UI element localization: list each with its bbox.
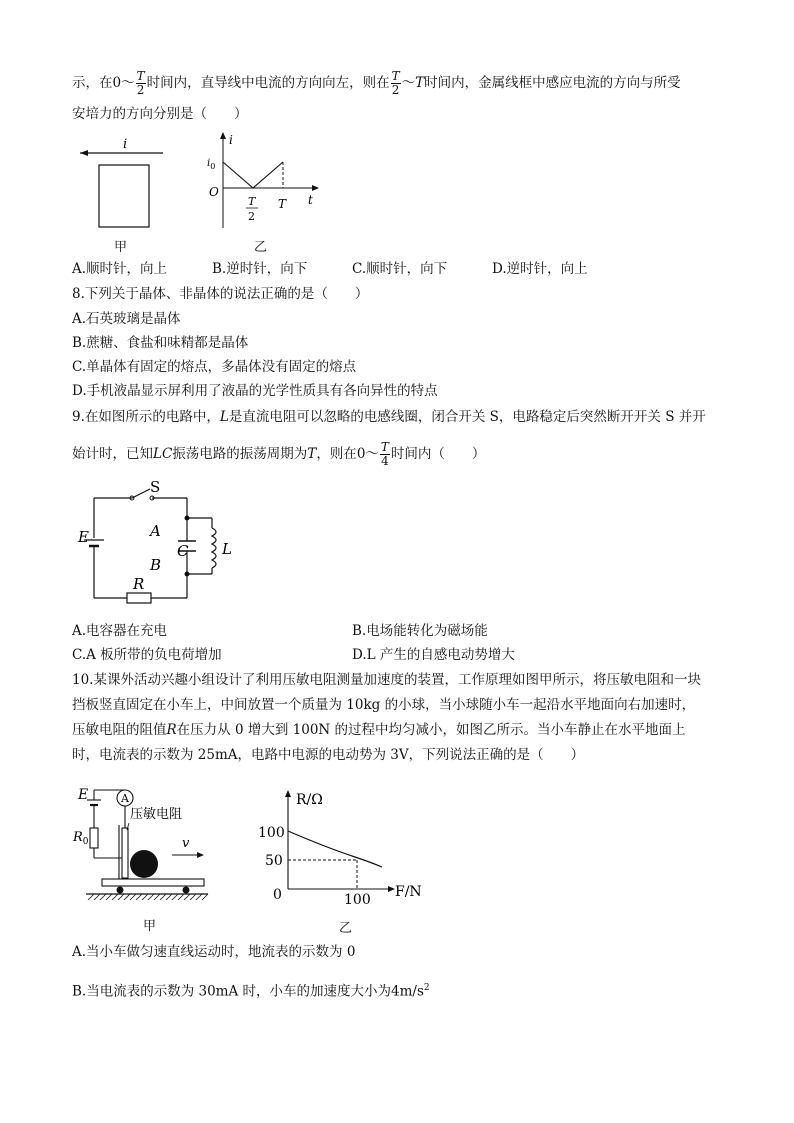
arrow-up-icon (285, 790, 291, 797)
text: 时间内，直导线中电流的方向向左，则在 (146, 75, 390, 91)
y-tick-100: 100 (258, 825, 285, 841)
q7-figure-jia (75, 135, 175, 235)
q7-stem-line1 (72, 70, 681, 97)
resistor (127, 593, 151, 603)
wheel (117, 887, 124, 894)
r0-resistor (90, 828, 98, 848)
arrow-left-icon (80, 150, 88, 156)
y-axis-label: R/Ω (296, 792, 323, 808)
q7-caption-jia: 甲 (114, 240, 128, 255)
switch-label: S (150, 478, 161, 496)
q7-caption-yi: 乙 (254, 240, 268, 255)
math: T (415, 75, 425, 91)
r0-label: $R_0$ (73, 830, 89, 847)
i0-label: $i_0$ (207, 158, 216, 171)
q8-option-c[interactable]: C.单晶体有固定的熔点，多晶体没有固定的熔点 (72, 359, 357, 375)
q10-stem-line2: 挡板竖直固定在小车上，中间放置一个质量为 10kg 的小球，当小球随小车一起沿水平地面向右加速时， (72, 697, 696, 713)
q8-option-d[interactable]: D.手机液晶显示屏利用了液晶的光学性质具有各向异性的特点 (72, 383, 438, 399)
sensor-label: 压敏电阻 (130, 807, 183, 822)
q10-stem-line4: 时，电流表的示数为 25mA，电路中电源的电动势为 3V，下列说法正确的是（ ） (72, 747, 585, 763)
q9-stem-line1: 9.在如图所示的电路中，L是直流电阻可以忽略的电感线圈，闭合开关 S，电路稳定后突然断开开关 S 并开 (72, 409, 706, 425)
y-label: i (229, 133, 233, 147)
text: 示，在 (72, 75, 113, 91)
math: ～ (121, 75, 135, 91)
capacitor-label: C (177, 542, 189, 560)
origin-label: O (209, 185, 219, 199)
q9-option-b[interactable]: B.电场能转化为磁场能 (352, 623, 488, 639)
metal-frame (99, 165, 149, 227)
q10-caption-jia: 甲 (143, 919, 157, 934)
t-full-label: T (278, 197, 287, 211)
inductor-label: L (222, 540, 232, 558)
q10-stem-line1: 10.某课外活动兴趣小组设计了利用压敏电阻测量加速度的装置，工作原理如图甲所示，将压敏电阻和一块 (72, 672, 701, 688)
q7-option-a[interactable]: A.顺时针，向上 (72, 261, 168, 277)
origin-label: 0 (273, 887, 282, 903)
q8-option-b[interactable]: B.蔗糖、食盐和味精都是晶体 (72, 335, 249, 351)
q9-circuit-diagram (72, 476, 252, 611)
arrow-up-icon (220, 132, 226, 139)
fraction-t-quarter: $\frac{T}{4}$ (380, 440, 389, 468)
q8-option-a[interactable]: A.石英玻璃是晶体 (72, 311, 181, 327)
velocity-label: v (182, 836, 190, 851)
current-graph (223, 162, 283, 188)
q7-option-b[interactable]: B.逆时针，向下 (212, 261, 308, 277)
q10-figure-jia (72, 780, 212, 905)
plate-b-label: B (150, 556, 162, 574)
resistor-label: R (133, 575, 145, 593)
resistance-curve (288, 831, 382, 867)
q9-stem-line2: 始计时，已知LC振荡电路的振荡周期为T，则在0～ $\frac{T}{4}$ 时间内（ ） (72, 440, 486, 468)
ammeter-label: A (121, 792, 129, 805)
x-label: t (308, 193, 313, 207)
current-label: i (123, 137, 128, 152)
ground-hatching (88, 894, 208, 900)
plate-a-label: A (150, 522, 161, 540)
x-axis-label: F/N (395, 884, 422, 900)
q7-option-d[interactable]: D.逆时针，向上 (492, 261, 588, 277)
t-half-den: 2 (248, 210, 255, 223)
q10-stem-line3: 压敏电阻的阻值R在压力从 0 增大到 100N 的过程中均匀减小，如图乙所示。当小车静止在水平地面上 (72, 722, 686, 738)
q10-caption-yi: 乙 (339, 921, 353, 936)
switch-blade (132, 489, 150, 498)
ball (130, 850, 158, 878)
q7-figure-yi (205, 130, 325, 235)
q9-option-d[interactable]: D.L 产生的自感电动势增大 (352, 647, 515, 663)
arrow-right-icon (197, 852, 204, 858)
q7-option-c[interactable]: C.顺时针，向下 (352, 261, 448, 277)
source-label: E (78, 787, 89, 803)
text: 时间内，金属线框中感应电流的方向与所受 (424, 75, 681, 91)
inductor-coil (212, 528, 216, 568)
x-tick-100: 100 (344, 892, 371, 908)
battery-label: E (78, 528, 89, 546)
y-tick-50: 50 (265, 853, 283, 869)
q7-stem-line2: 安培力的方向分别是（ ） (72, 106, 248, 122)
wheel (183, 887, 190, 894)
pressure-sensor (122, 828, 128, 878)
fraction-t-half: $\frac{T}{2}$ (136, 69, 145, 97)
fraction-t-half: $\frac{T}{2}$ (391, 69, 400, 97)
cart (102, 879, 204, 886)
q9-option-c[interactable]: C.A 板所带的负电荷增加 (72, 647, 222, 663)
math: 0 (112, 75, 122, 91)
math: ～ (401, 75, 416, 91)
q8-stem: 8.下列关于晶体、非晶体的说法正确的是（ ） (72, 286, 369, 302)
t-half-num: T (248, 195, 256, 208)
arrow-right-icon (312, 185, 319, 191)
q10-option-a[interactable]: A.当小车做匀速直线运动时，地流表的示数为 0 (72, 944, 356, 960)
arrow-right-icon (388, 886, 395, 892)
q10-option-b[interactable]: B.当电流表的示数为 30mA 时，小车的加速度大小为$4m/s^2$ (72, 983, 430, 1000)
q9-option-a[interactable]: A.电容器在充电 (72, 623, 168, 639)
q10-figure-yi (255, 785, 430, 910)
